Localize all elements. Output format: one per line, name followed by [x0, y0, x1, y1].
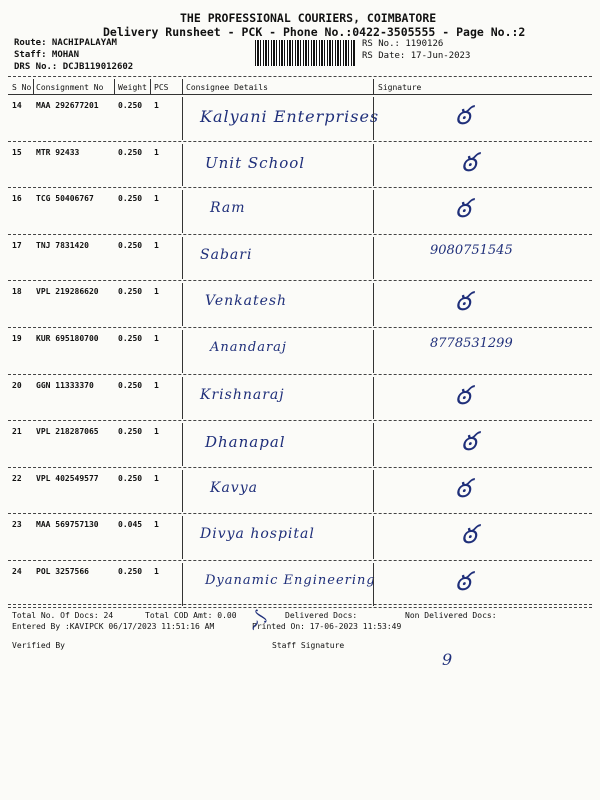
column-separator: [182, 330, 183, 373]
column-separator: [373, 516, 374, 559]
staff-signature: Staff Signature: [272, 641, 345, 650]
consignee-handwriting: Kalyani Enterprises: [200, 107, 380, 126]
row-divider: [8, 280, 592, 281]
row-divider: [8, 560, 592, 561]
serial-number: 16: [12, 194, 22, 204]
pieces: 1: [154, 194, 159, 204]
pieces: 1: [154, 427, 159, 437]
row-divider: [8, 467, 592, 468]
serial-number: 14: [12, 101, 22, 110]
consignee-handwriting: Dhanapal: [205, 433, 286, 452]
col-weight-header: Weight: [118, 83, 147, 92]
weight: 0.250: [118, 380, 143, 390]
header-column-separator: [373, 79, 374, 94]
runsheet-subtitle: Delivery Runsheet - PCK - Phone No.:0422-3505555 - Page No.:2: [103, 25, 526, 39]
total-cod: Total COD Amt: 0.00: [145, 611, 237, 620]
column-separator: [182, 97, 183, 140]
weight: 0.250: [118, 427, 143, 437]
pieces: 1: [154, 101, 159, 110]
delivered-docs: Delivered Docs:: [285, 611, 358, 620]
column-separator: [373, 283, 374, 326]
serial-number: 21: [12, 427, 22, 437]
weight: 0.250: [118, 194, 143, 204]
rs-date: RS Date: 17-Jun-2023: [362, 51, 471, 61]
pieces: 1: [154, 240, 159, 250]
staff-label: Staff: MOHAN: [14, 50, 80, 60]
weight: 0.250: [118, 147, 143, 157]
consignment-number: POL 3257566: [36, 567, 89, 576]
weight: 0.250: [118, 101, 143, 110]
row-divider: [8, 420, 592, 421]
serial-number: 18: [12, 287, 22, 297]
weight: 0.250: [118, 287, 143, 297]
rs-number: RS No.: 1190126: [362, 39, 444, 49]
pieces: 1: [154, 334, 159, 343]
row-divider: [8, 607, 592, 608]
pieces: 1: [154, 287, 159, 297]
consignee-handwriting: Ram: [210, 200, 246, 217]
pieces: 1: [154, 473, 159, 483]
column-separator: [182, 470, 183, 513]
consignment-number: TCG 50406767: [36, 194, 94, 204]
printed-on: Printed On: 17-06-2023 11:53:49: [252, 622, 402, 631]
weight: 0.250: [118, 334, 143, 343]
header-column-separator: [150, 79, 151, 94]
consignee-handwriting: Kavya: [210, 479, 258, 496]
col-signature-header: Signature: [378, 83, 422, 92]
drs-number: DRS No.: DCJB119012602: [14, 62, 134, 72]
serial-number: 20: [12, 380, 22, 390]
weight: 0.250: [118, 240, 143, 250]
recipient-signature: ఠ: [461, 147, 477, 178]
recipient-signature: ఠ: [455, 380, 471, 411]
col-consignment-header: Consignment No: [36, 83, 104, 92]
staff-signature-scribble: ~∫: [243, 607, 271, 636]
consignment-number: VPL 402549577: [36, 473, 99, 483]
footer-divider: [8, 604, 592, 605]
pieces: 1: [154, 520, 159, 530]
verified-by: Verified By: [12, 641, 65, 650]
column-separator: [182, 237, 183, 280]
serial-number: 22: [12, 473, 22, 483]
serial-number: 17: [12, 240, 22, 250]
pieces: 1: [154, 567, 159, 576]
row-divider: [8, 374, 592, 375]
consignment-number: VPL 218287065: [36, 427, 99, 437]
column-separator: [182, 144, 183, 187]
column-separator: [182, 423, 183, 466]
row-divider: [8, 327, 592, 328]
column-separator: [182, 516, 183, 559]
column-separator: [373, 144, 374, 187]
serial-number: 24: [12, 567, 22, 576]
col-pcs-header: PCS: [154, 83, 169, 92]
column-separator: [373, 237, 374, 280]
column-separator: [182, 283, 183, 326]
recipient-signature: ఠ: [455, 101, 471, 131]
row-divider: [8, 234, 592, 235]
row-divider: [8, 513, 592, 514]
weight: 0.250: [118, 473, 143, 483]
recipient-signature: ఠ: [461, 520, 477, 551]
header-underline: [8, 94, 592, 95]
column-separator: [182, 377, 183, 420]
weight: 0.250: [118, 567, 143, 576]
header-divider: [8, 76, 592, 77]
consignee-handwriting: Venkatesh: [205, 293, 288, 310]
col-consignee-header: Consignee Details: [186, 83, 268, 92]
recipient-signature: ఠ: [455, 194, 471, 225]
consignee-handwriting: Anandaraj: [210, 340, 287, 355]
entered-by: Entered By :KAVIPCK 06/17/2023 11:51:16 AM: [12, 622, 215, 631]
consignment-number: MAA 569757130: [36, 520, 99, 530]
consignment-number: KUR 695180700: [36, 334, 99, 343]
row-divider: [8, 141, 592, 142]
recipient-signature: 9080751545: [430, 242, 513, 258]
column-separator: [373, 97, 374, 140]
company-title: THE PROFESSIONAL COURIERS, COIMBATORE: [180, 11, 437, 25]
column-separator: [373, 423, 374, 466]
column-separator: [373, 190, 374, 233]
column-separator: [373, 470, 374, 513]
recipient-signature: ఠ: [461, 427, 477, 458]
consignee-handwriting: Unit School: [205, 153, 306, 172]
header-column-separator: [114, 79, 115, 94]
column-separator: [373, 563, 374, 606]
recipient-signature: ఠ: [455, 473, 471, 504]
header-column-separator: [182, 79, 183, 94]
page-mark: 9: [442, 650, 453, 669]
consignee-handwriting: Krishnaraj: [200, 386, 285, 403]
column-separator: [182, 190, 183, 233]
pieces: 1: [154, 147, 159, 157]
consignee-handwriting: Sabari: [200, 246, 253, 263]
col-sno-header: S No: [12, 83, 32, 92]
consignee-handwriting: Divya hospital: [200, 526, 315, 543]
weight: 0.045: [118, 520, 143, 530]
consignment-number: TNJ 7831420: [36, 240, 89, 250]
serial-number: 15: [12, 147, 22, 157]
consignee-handwriting: Dyanamic Engineering: [205, 573, 376, 588]
pieces: 1: [154, 380, 159, 390]
consignment-number: VPL 219286620: [36, 287, 99, 297]
serial-number: 23: [12, 520, 22, 530]
consignment-number: MTR 92433: [36, 147, 80, 157]
non-delivered-docs: Non Delivered Docs:: [405, 611, 497, 620]
header-column-separator: [33, 79, 34, 94]
consignment-number: MAA 292677201: [36, 101, 99, 110]
recipient-signature: ఠ: [455, 567, 471, 597]
column-separator: [182, 563, 183, 606]
row-divider: [8, 187, 592, 188]
recipient-signature: 8778531299: [430, 336, 513, 351]
column-separator: [373, 330, 374, 373]
consignment-number: GGN 11333370: [36, 380, 94, 390]
barcode-image: [255, 40, 355, 66]
column-separator: [373, 377, 374, 420]
recipient-signature: ఠ: [455, 287, 471, 318]
route-label: Route: NACHIPALAYAM: [14, 38, 117, 48]
serial-number: 19: [12, 334, 22, 343]
total-docs: Total No. Of Docs: 24: [12, 611, 114, 620]
